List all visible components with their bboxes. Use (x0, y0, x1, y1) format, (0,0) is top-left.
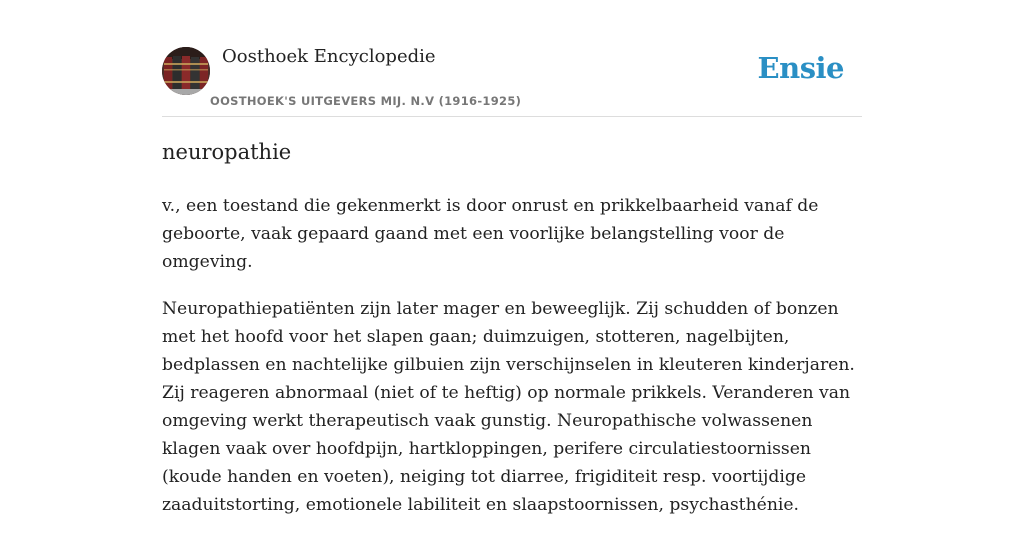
source-avatar[interactable] (162, 47, 210, 95)
entry-body (162, 192, 862, 538)
entry-title: neuropathie (162, 140, 292, 164)
source-subtitle: OOSTHOEK'S UITGEVERS MIJ. N.V (1916-1925) (210, 94, 522, 108)
source-header (162, 0, 862, 117)
entry-paragraph: v., een toestand die gekenmerkt is door onrust en prikkelbaarheid vanaf de geboorte, vaak gepaard gaand met een voorlijke belangstelling voor de omgeving. (162, 196, 819, 272)
page-container (162, 0, 862, 515)
source-title[interactable]: Oosthoek Encyclopedie (222, 46, 436, 67)
entry-paragraph: Neuropathiepatiënten zijn later mager en beweeglijk. Zij schudden of bonzen met het hoofd voor het slapen gaan; duimzuigen, stotteren, nagelbijten, bedplassen en nachtelijke gilbuien zijn verschijnselen in kleuteren kinderjaren. Zij reageren abnormaal (niet of te heftig) op normale prikkels. Veranderen van omgeving werkt therapeutisch vaak gunstig. Neuropathische volwassenen klagen vaak over hoofdpijn, hartkloppingen, perifere circulatiestoornissen (koude handen en voeten), neiging tot diarree, frigiditeit resp. voortijdige zaaduitstorting, emotionele labiliteit en slaapstoornissen, psychasthénie. (162, 299, 855, 515)
book-spines-icon (162, 47, 210, 95)
ensie-logo-link[interactable]: Ensie (757, 51, 844, 85)
